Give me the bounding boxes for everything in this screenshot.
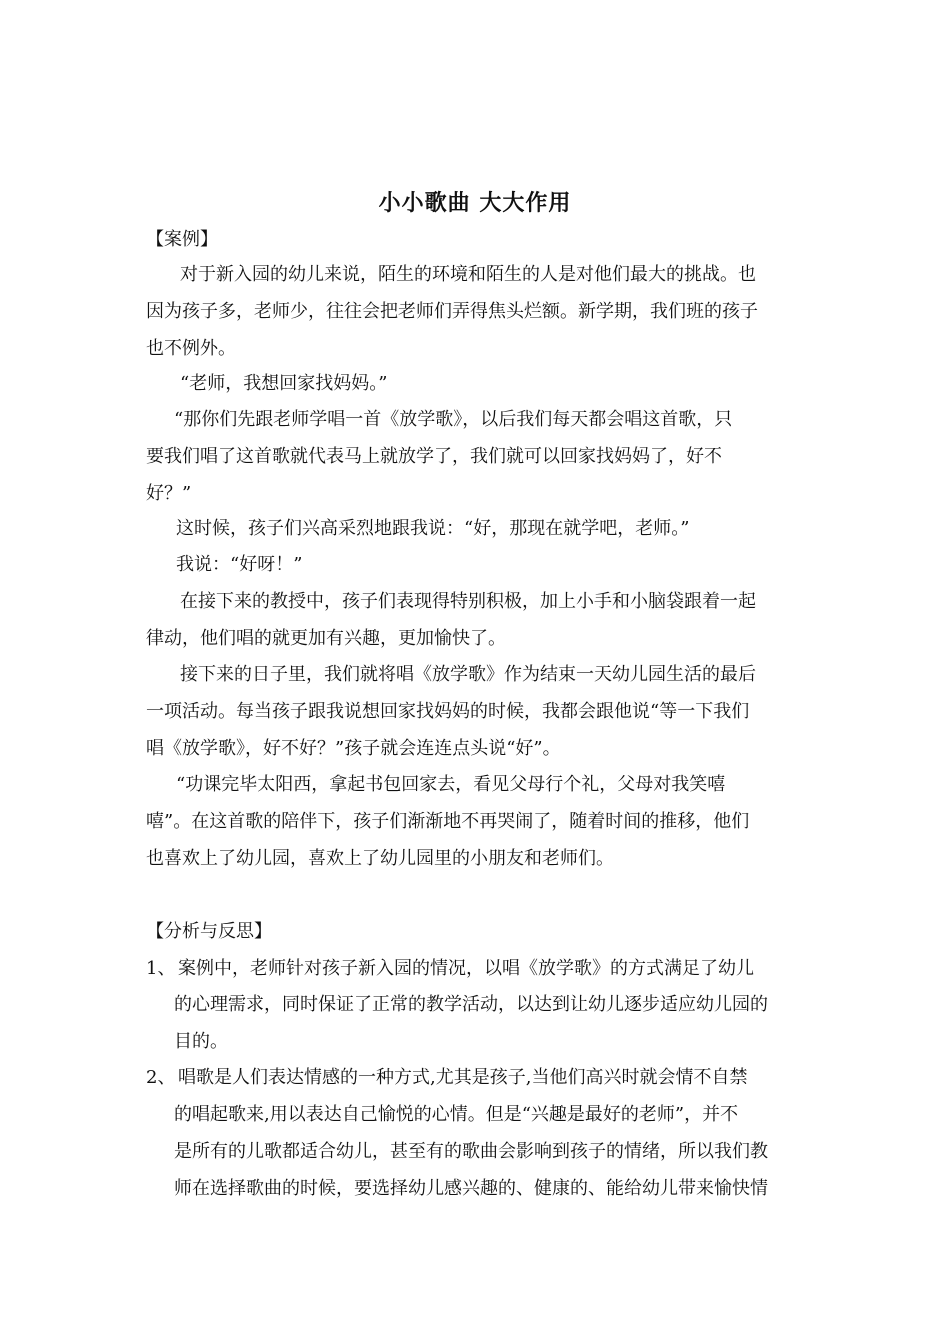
list-item-line: 的唱起歌来,用以表达自己愉悦的心情。但是“兴趣是最好的老师”，并不 xyxy=(174,1104,739,1125)
list-item-line: 唱歌是人们表达情感的一种方式,尤其是孩子,当他们高兴时就会情不自禁 xyxy=(178,1067,748,1088)
paragraph-line: 因为孩子多，老师少，往往会把老师们弄得焦头烂额。新学期，我们班的孩子 xyxy=(146,301,758,322)
document-title: 小小歌曲 大大作用 xyxy=(378,191,572,216)
paragraph-line: “功课完毕太阳西，拿起书包回家去，看见父母行个礼，父母对我笑嘻 xyxy=(176,774,726,795)
quote-line: 好？” xyxy=(146,483,192,504)
list-item-line: 案例中，老师针对孩子新入园的情况，以唱《放学歌》的方式满足了幼儿 xyxy=(178,958,754,979)
paragraph-line: 律动，他们唱的就更加有兴趣，更加愉快了。 xyxy=(146,628,506,649)
paragraph-line: 也不例外。 xyxy=(146,338,236,359)
case-heading: 【案例】 xyxy=(146,229,218,250)
list-item-line: 目的。 xyxy=(174,1031,228,1052)
paragraph-line: 我说：“好呀！” xyxy=(176,554,303,575)
list-item-line: 的心理需求，同时保证了正常的教学活动，以达到让幼儿逐步适应幼儿园的 xyxy=(174,994,768,1015)
paragraph-line: 对于新入园的幼儿来说，陌生的环境和陌生的人是对他们最大的挑战。也 xyxy=(180,264,756,285)
list-item-line: 师在选择歌曲的时候，要选择幼儿感兴趣的、健康的、能给幼儿带来愉快情 xyxy=(174,1178,768,1199)
quote-line: “那你们先跟老师学唱一首《放学歌》，以后我们每天都会唱这首歌，只 xyxy=(174,409,733,430)
list-number: 2、 xyxy=(146,1067,176,1088)
analysis-heading: 【分析与反思】 xyxy=(146,921,272,942)
list-item-line: 是所有的儿歌都适合幼儿，甚至有的歌曲会影响到孩子的情绪，所以我们教 xyxy=(174,1141,768,1162)
paragraph-line: 唱《放学歌》，好不好？”孩子就会连连点头说“好”。 xyxy=(146,738,561,759)
paragraph-line: 也喜欢上了幼儿园，喜欢上了幼儿园里的小朋友和老师们。 xyxy=(146,848,614,869)
paragraph-line: 在接下来的教授中，孩子们表现得特别积极，加上小手和小脑袋跟着一起 xyxy=(180,591,756,612)
paragraph-line: 这时候，孩子们兴高采烈地跟我说：“好，那现在就学吧，老师。” xyxy=(176,518,690,539)
paragraph-line: 一项活动。每当孩子跟我说想回家找妈妈的时候，我都会跟他说“等一下我们 xyxy=(146,701,750,722)
quote-line: “老师，我想回家找妈妈。” xyxy=(180,373,388,394)
quote-line: 要我们唱了这首歌就代表马上就放学了，我们就可以回家找妈妈了，好不 xyxy=(146,446,722,467)
paragraph-line: 嘻”。在这首歌的陪伴下，孩子们渐渐地不再哭闹了，随着时间的推移，他们 xyxy=(146,811,750,832)
list-number: 1、 xyxy=(146,958,176,979)
paragraph-line: 接下来的日子里，我们就将唱《放学歌》作为结束一天幼儿园生活的最后 xyxy=(180,664,756,685)
